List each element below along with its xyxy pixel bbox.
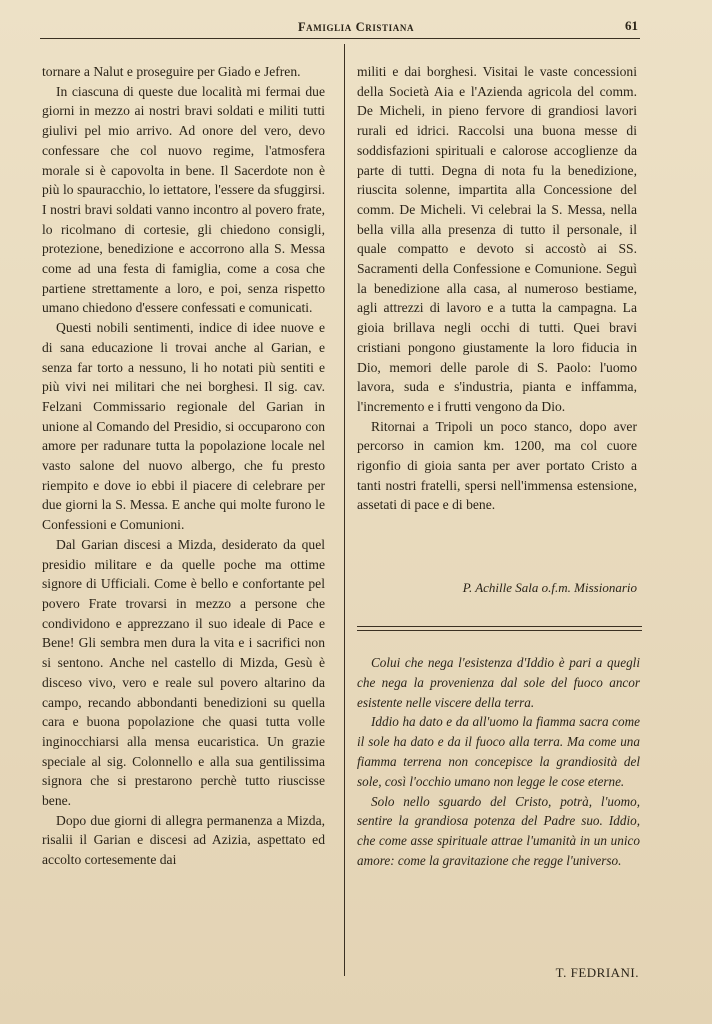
paragraph: militi e dai borghesi. Visitai le vaste concessioni della Società Aia e l'Azienda agricola del comm. De Micheli, in pieno fervore di grandiosi lavori rurali ed idrici. Raccolsi una buona messe di soddisfazioni spirituali e calorose accoglienze da parte di tutti. Degna di nota fu la benedizione, riuscita solenne, impartita alla Concessione del comm. De Micheli. Vi celebrai la S. Messa, nella bella villa alla presenza di tutto il personale, il quale compatto e devoto si accostò ai SS. Sacramenti della Confessione e Comunione. Seguì la benedizione alla casa, al numeroso bestiame, agli attrezzi di lavoro e a tutta la campagna. La gioia brillava negli occhi di tutti. Quei bravi cristiani pongono giustamente la loro fiducia in Dio, memori delle parole di S. Paolo: l'uomo lavora, suda e s'industria, pianta e inffamma, l'incremento e i frutti vengono da Dio. (357, 64, 637, 414)
paragraph: Ritornai a Tripoli un poco stanco, dopo aver percorso in camion km. 1200, ma col cuore rigonfio di gioia santa per aver portato Cristo a tanti nostri fratelli, spersi nell'immensa estensione, assetati di pace e di bene. (357, 418, 637, 513)
section-rule-bottom (357, 630, 642, 631)
quote-paragraph: Colui che nega l'esistenza d'Iddio è pari a quegli che nega la provenienza dal sole del fuoco ancor esistente nelle viscere della terra. (357, 655, 640, 710)
quote-block (357, 653, 640, 871)
quote-author: T. FEDRIANI. (555, 965, 639, 980)
paragraph: Questi nobili sentimenti, indice di idee nuove e di sana educazione li trovai anche al Garian, e senza far torto a nessuno, li ho notati più sentiti e più vivi nei militari che nei borghesi. Il sig. cav. Felzani Commissario regionale del Garian in unione al Comando del Presidio, si occuparono con amore per radunare tutta la popolazione locale nel vasto salone del nuovo albergo, che fu presto riempito e dove io ebbi il piacere di celebrare per due giorni la S. Messa. E anche qui molte furono le Confessioni e Comunioni. (42, 320, 325, 533)
right-column (357, 62, 637, 515)
quote-paragraph: Solo nello sguardo del Cristo, potrà, l'uomo, sentire la grandiosa potenza del Padre suo. Iddio, che come asse spirituale attrae l'umanità in un unico amore: come la gravitazione che regge l'universo. (357, 793, 640, 868)
left-column (42, 62, 325, 870)
running-header-title: Famiglia Cristiana (297, 20, 415, 34)
paragraph: tornare a Nalut e proseguire per Giado e Jefren. (42, 64, 301, 79)
page-number: 61 (625, 18, 638, 33)
section-rule-top (357, 626, 642, 627)
paragraph: In ciascuna di queste due località mi fermai due giorni in mezzo ai nostri bravi soldati e militi tutti giulivi pel mio arrivo. Ad onore del vero, devo confessare che col nuovo regime, l'atmosfera morale si è capovolta in bene. Il Sacerdote non è più lo spauracchio, lo iettatore, l'essere da sfuggirsi. I nostri bravi soldati vanno incontro al povero frate, lo ricolmano di cortesie, gli chiedono consigli, protezione, benedizione e accorrono alla S. Messa come ad una festa di famiglia, come a cosa che partiene strettamente a loro, e poi, senza rispetto umano chiedono d'essere confessati e comunicati. (42, 83, 325, 316)
quote-paragraph: Iddio ha dato e da all'uomo la fiamma sacra come il sole ha dato e da il fuoco alla terra. Ma come una fiamma terrena non concepisce la grandiosità del sole, così l'occhio umano non legge le cose eterne. (357, 714, 640, 789)
article-signature: P. Achille Sala o.f.m. Missionario (462, 580, 637, 595)
paragraph: Dal Garian discesi a Mizda, desiderato da quel presidio militare e da quelle poche ma ottime signore di Ufficiali. Come è bello e confortante pel povero Frate trovarsi in mezzo a persone che condividono e apprezzano il suo ideale di Pace e Bene! Gli sembra men dura la vita e i sacrifici non si sentono. Anche nel castello di Mizda, Gesù è disceso vivo, vero e reale sul povero altarino da campo, recando abbondanti benedizioni su quella cara e buona popolazione che quasi tutta volle inginocchiarsi alla mensa eucaristica. Un grazie speciale al sig. Colonnello e alla sua gentilissima signora che si prestarono perchè tutto riuscisse bene. (42, 536, 325, 809)
header-rule (40, 38, 640, 39)
column-divider (344, 44, 345, 976)
paragraph: Dopo due giorni di allegra permanenza a Mizda, risalii il Garian e discesi ad Azizia, aspettato ed accolto cortesemente dai (42, 812, 325, 868)
